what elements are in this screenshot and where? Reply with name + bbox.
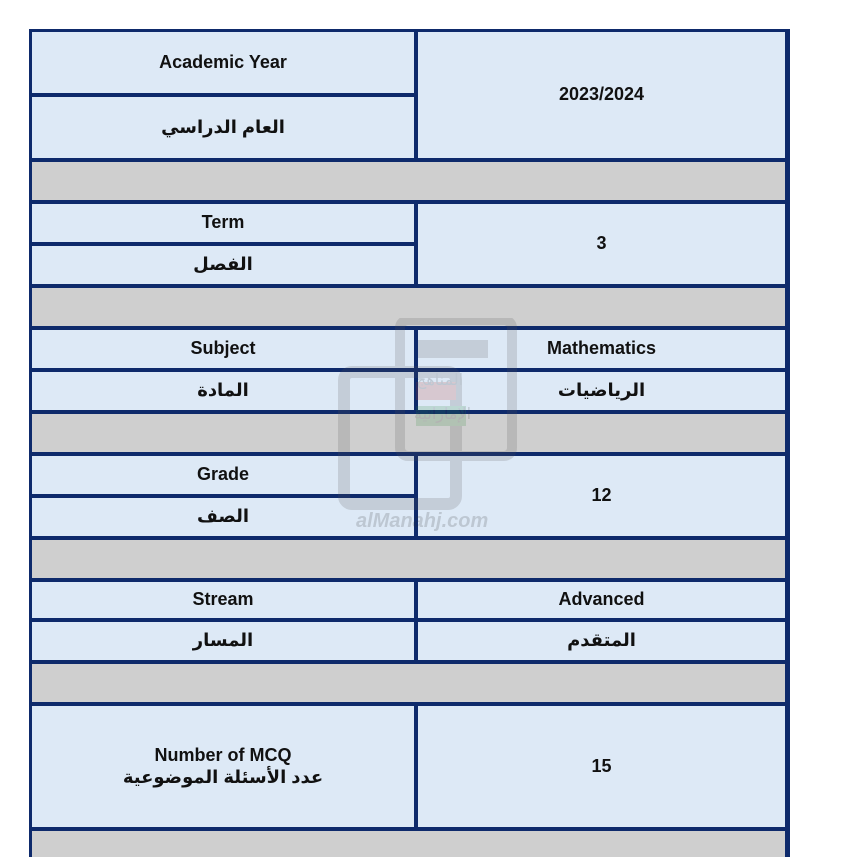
subject-value-ar: الرياضيات (418, 372, 785, 410)
grade-label-ar: الصف (32, 498, 414, 536)
separator-row (32, 288, 785, 326)
academic-year-value: 2023/2024 (418, 32, 785, 158)
stream-label-ar: المسار (32, 622, 414, 660)
separator-row (32, 540, 785, 578)
academic-year-label-en: Academic Year (32, 32, 414, 93)
mcq-label-cell (32, 706, 414, 827)
separator-row (32, 414, 785, 452)
exam-info-table (29, 29, 790, 857)
separator-row (32, 831, 785, 857)
separator-row (32, 664, 785, 702)
separator-row (32, 162, 785, 200)
mcq-label-ar: عدد الأسئلة الموضوعية (122, 766, 324, 787)
grade-label-en: Grade (32, 456, 414, 494)
term-label-en: Term (32, 204, 414, 242)
stream-label-en: Stream (32, 582, 414, 618)
subject-value-en: Mathematics (418, 330, 785, 368)
mcq-value: 15 (418, 706, 785, 827)
term-label-ar: الفصل (32, 246, 414, 284)
academic-year-label-ar: العام الدراسي (32, 97, 414, 158)
subject-label-ar: المادة (32, 372, 414, 410)
mcq-label-en: Number of MCQ (154, 744, 292, 765)
stream-value-ar: المتقدم (418, 622, 785, 660)
stream-value-en: Advanced (418, 582, 785, 618)
subject-label-en: Subject (32, 330, 414, 368)
grade-value: 12 (418, 456, 785, 536)
term-value: 3 (418, 204, 785, 284)
